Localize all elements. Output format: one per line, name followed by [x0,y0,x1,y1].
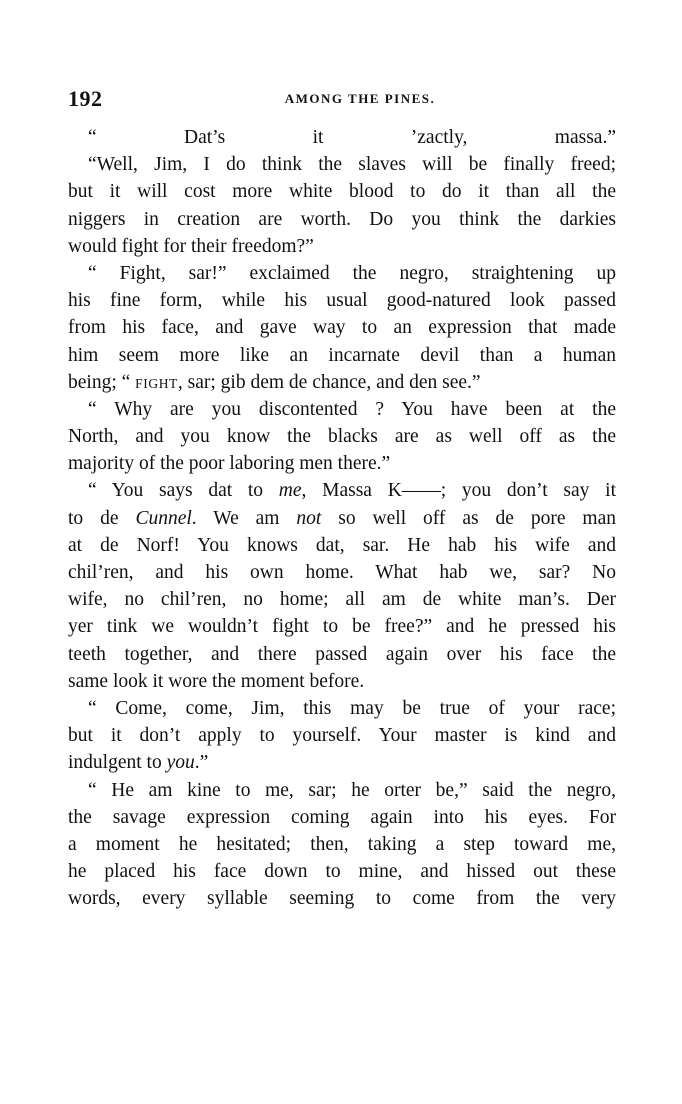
text-segment: indulgent to [68,752,167,774]
text-line: “Well, Jim, I do think the slaves will be finally freed; [88,154,616,176]
italic-word: Cunnel [135,507,192,529]
text-line [68,369,616,396]
text-segment: , sar; gib dem de chance, and den see.” [177,371,481,393]
text-line: a moment he hesitated; then, taking a step toward me, [68,833,616,855]
text-line: him seem more like an incarnate devil than a human [68,344,616,366]
text-line: “ Why are you discontented ? You have been at the [88,398,616,420]
text-line [68,477,616,504]
italic-word: you [166,752,195,774]
text-line: majority of the poor laboring men there.” [68,453,391,475]
text-line: teeth together, and there passed again over his face the [68,643,616,665]
text-segment: , Massa K——; you don’t say it [301,480,616,502]
text-line: wife, no chil’ren, no home; all am de white man’s. Der [68,589,616,611]
text-line: “ He am kine to me, sar; he orter be,” said the negro, [88,779,616,801]
running-head: AMONG THE PINES. [284,91,436,106]
text-line: words, every syllable seeming to come from the very [68,888,616,910]
text-line: North, and you know the blacks are as well off as the [68,426,616,448]
text-line: his fine form, while his usual good-natured look passed [68,290,616,312]
italic-word: me [278,480,302,502]
page-number: 192 [68,86,103,111]
small-caps-word: FIGHT [135,375,178,391]
text-line: the savage expression coming again into his eyes. For [68,806,616,828]
text-line: “ Dat’s it ’zactly, massa.” [88,127,616,148]
text-line: chil’ren, and his own home. What hab we, sar? No [68,562,616,583]
page-header [68,86,616,114]
text-line: at de Norf! You knows dat, sar. He hab his wife and [68,534,616,556]
text-line: he placed his face down to mine, and hissed out these [68,861,616,883]
text-line: same look it wore the moment before. [68,670,365,692]
text-segment: .” [194,752,209,774]
text-line: from his face, and gave way to an expression that made [68,317,616,339]
text-line: would fight for their freedom?” [68,235,314,257]
text-segment: so well off as de pore man [321,507,616,529]
text-line [68,749,616,776]
text-line: but it don’t apply to yourself. Your master is kind and [68,725,616,747]
text-segment: “ You says dat to [88,480,279,502]
italic-word: not [296,507,322,529]
text-line: but it will cost more white blood to do it than all the [68,181,616,203]
text-line [68,505,616,532]
text-line: “ Fight, sar!” exclaimed the negro, straightening up [88,262,616,284]
text-segment: to de [68,507,136,529]
text-line: “ Come, come, Jim, this may be true of your race; [88,697,616,719]
text-line: niggers in creation are worth. Do you think the darkies [68,208,616,230]
text-segment: . We am [191,507,297,529]
text-segment: being; “ [68,371,136,393]
text-line: yer tink we wouldn’t fight to be free?” and he pressed his [68,616,616,638]
body-text [68,124,616,912]
